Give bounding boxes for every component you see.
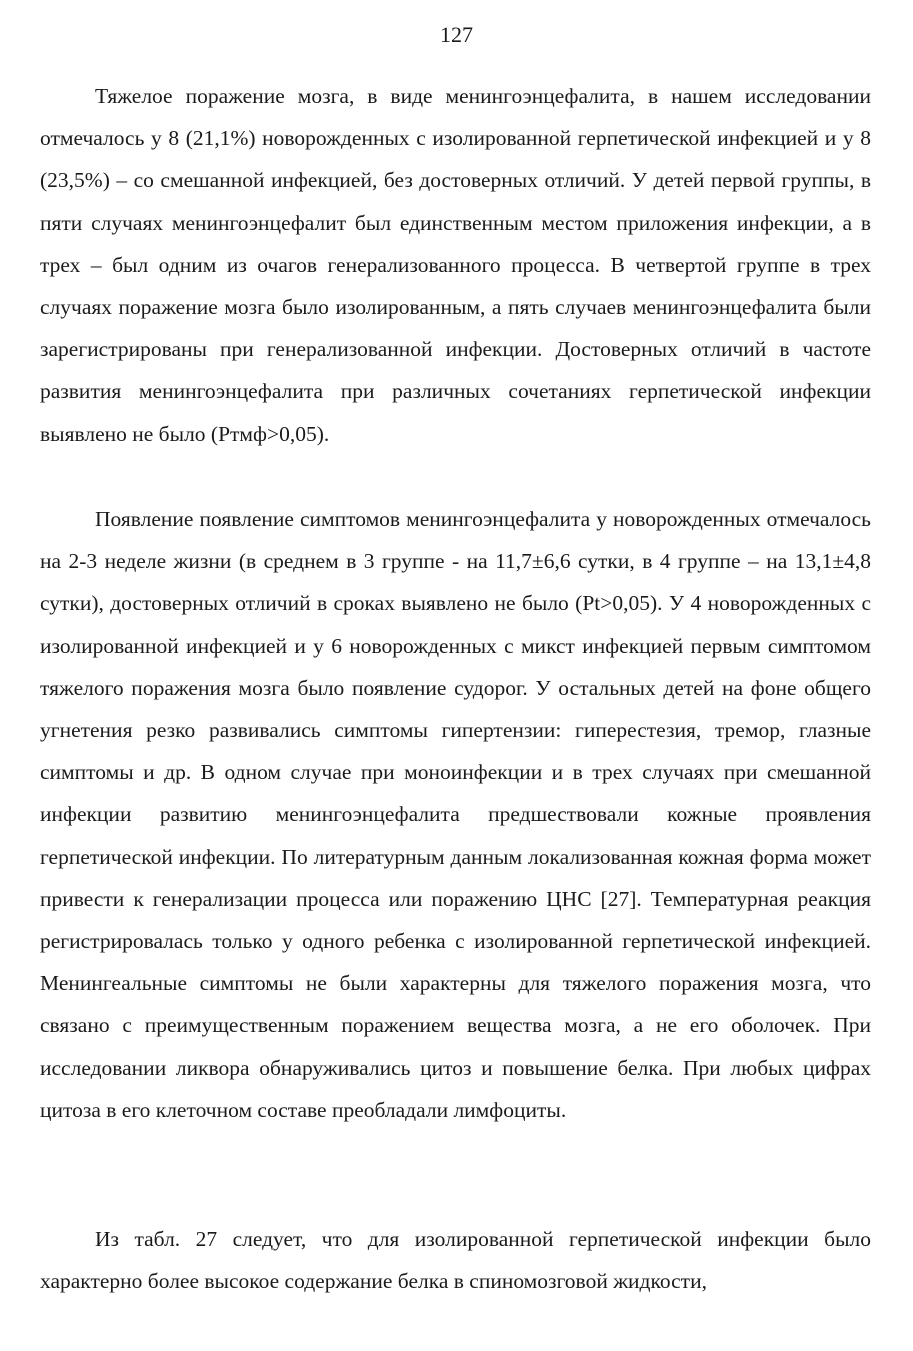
paragraph-meningoencephalitis-incidence: Тяжелое поражение мозга, в виде менингоэнцефалита, в нашем исследовании отмечалось у 8 (21,1%) новорожденных с изолированной герпетической инфекцией и у 8 (23,5%) – со смешанной инфекцией, без достоверных отличий. У детей первой группы, в пяти случаях менингоэнцефалит был единственным местом приложения инфекции, а в трех – был одним из очагов генерализованного процесса. В четвертой группе в трех случаях поражение мозга было изолированным, а пять случаев менингоэнцефалита были зарегистрированы при генерализованной инфекции. Достоверных отличий в частоте развития менингоэнцефалита при различных сочетаниях герпетической инфекции выявлено не было (Ртмф>0,05). bbox=[40, 84, 871, 446]
paragraph-symptoms-onset: Появление появление симптомов менингоэнцефалита у новорожденных отмечалось на 2-3 неделе жизни (в среднем в 3 группе - на 11,7±6,6 сутки, в 4 группе – на 13,1±4,8 сутки), достоверных отличий в сроках выявлено не было (Pt>0,05). У 4 новорожденных с изолированной инфекцией и у 6 новорожденных с микст инфекцией первым симптомом тяжелого поражения мозга было появление судорог. У остальных детей на фоне общего угнетения резко развивались симптомы гипертензии: гиперестезия, тремор, глазные симптомы и др. В одном случае при моноинфекции и в трех случаях при смешанной инфекции развитию менингоэнцефалита предшествовали кожные проявления герпетической инфекции. По литературным данным локализованная кожная форма может привести к генерализации процесса или поражению ЦНС [27]. Температурная реакция регистрировалась только у одного ребенка с изолированной герпетической инфекцией. Менингеальные симптомы не были характерны для тяжелого поражения мозга, что связано с преимущественным поражением вещества мозга, а не его оболочек. При исследовании ликвора обнаруживались цитоз и повышение белка. При любых цифрах цитоза в его клеточном составе преобладали лимфоциты. bbox=[40, 507, 871, 1122]
page-number: 127 bbox=[440, 22, 473, 47]
paragraph-table-27: Из табл. 27 следует, что для изолированной герпетической инфекции было характерно более высокое содержание белка в спиномозговой жидкости, bbox=[40, 1227, 871, 1294]
